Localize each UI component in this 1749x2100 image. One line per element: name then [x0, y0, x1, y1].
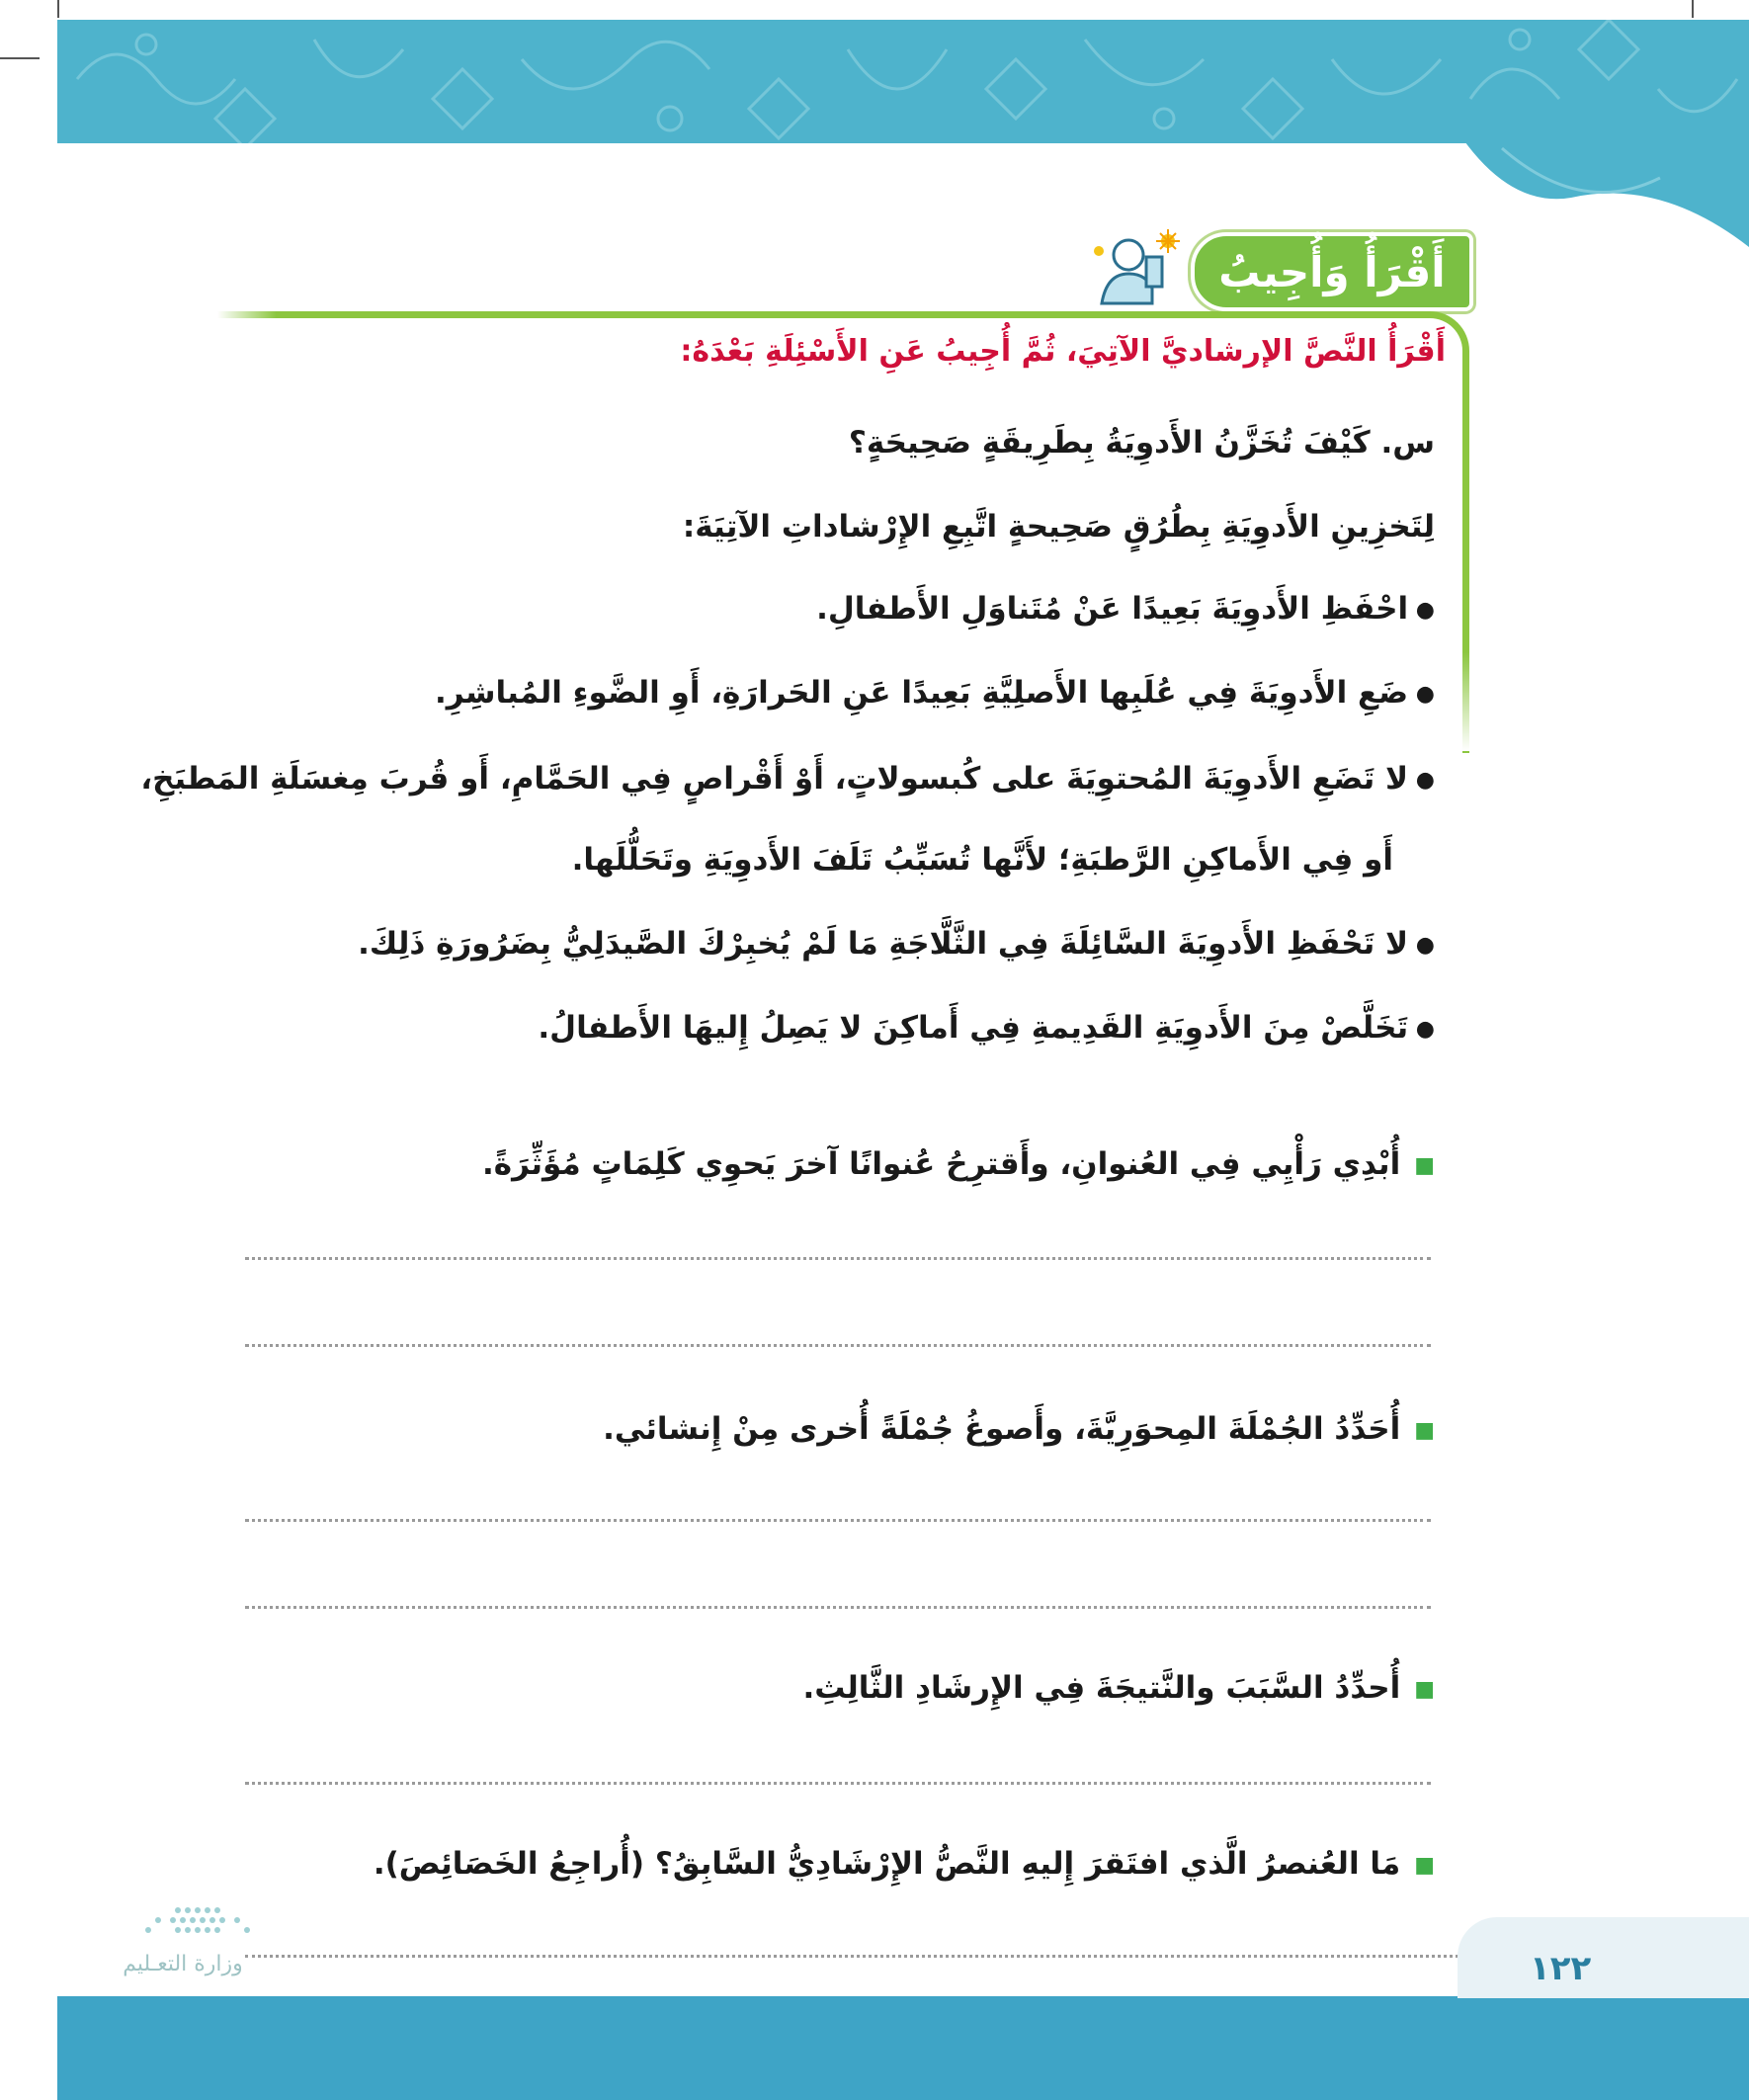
page-number-tab [1458, 1917, 1749, 1998]
guideline-text: لا تَضَعِ الأَدوِيَةَ المُحتوِيَةَ على كُبسولاتٍ، أَوْ أَقْراصٍ فِي الحَمَّامِ، أَو قُربَ مِغسَلَةِ المَطبَخِ، [140, 761, 1409, 797]
crop-mark [57, 0, 59, 18]
guideline-bullet [358, 926, 1435, 962]
section-title-tab [1191, 232, 1473, 311]
frame-fade [217, 311, 277, 746]
guideline-continuation: أَو فِي الأَماكِنِ الرَّطبَةِ؛ لأَنَّها تُسَبِّبُ تَلَفَ الأَدوِيَةِ وتَحَلُّلَها. [571, 842, 1393, 878]
frame-fade [1455, 652, 1474, 751]
answer-line[interactable] [245, 1257, 1431, 1260]
guideline-bullet [140, 761, 1435, 797]
exercise-question-text: أُحدِّدُ السَّبَبَ والنَّتيجَةَ فِي الإِرشَادِ الثَّالِثِ. [802, 1670, 1401, 1706]
reader-thinking-icon [1087, 229, 1181, 308]
guideline-bullet [538, 1010, 1435, 1046]
guideline-text: احْفَظِ الأَدوِيَةَ بَعِيدًا عَنْ مُتَناوَلِ الأَطفالِ. [816, 591, 1409, 627]
answer-line[interactable] [245, 1519, 1431, 1522]
guideline-text: تَخَلَّصْ مِنَ الأَدوِيَةِ القَدِيمةِ فِي أَماكِنَ لا يَصِلُ إِليهَا الأَطفالُ. [538, 1010, 1409, 1046]
ministry-label: وزارة التعـليم [123, 1952, 243, 1976]
passage-question: س. كَيْفَ تُخَزَّنُ الأَدوِيَةُ بِطَرِيقَةٍ صَحِيحَةٍ؟ [848, 425, 1435, 461]
answer-line[interactable] [245, 1606, 1431, 1609]
green-square-icon: ■ [1414, 1153, 1435, 1178]
guideline-bullet [816, 591, 1435, 627]
crop-mark [0, 57, 40, 59]
instruction-text: أَقْرَأُ النَّصَّ الإرشاديَّ الآتِيَ، ثُمَّ أُجِيبُ عَنِ الأَسْئِلَةِ بَعْدَهُ: [680, 334, 1446, 369]
green-square-icon: ■ [1414, 1418, 1435, 1443]
exercise-question [802, 1670, 1435, 1706]
exercise-question-text: مَا العُنصرُ الَّذي افتَقرَ إِليهِ النَّصُّ الإِرْشَادِيُّ السَّابِقُ؟ (أُراجِعُ الخَصَائِصَ). [373, 1846, 1401, 1882]
green-square-icon: ■ [1414, 1853, 1435, 1878]
green-square-icon: ■ [1414, 1677, 1435, 1702]
exercise-question [603, 1411, 1435, 1447]
crop-mark [1692, 0, 1694, 18]
exercise-question-text: أُحَدِّدُ الجُمْلَةَ المِحوَرِيَّةَ، وأَصوغُ جُمْلَةً أُخرى مِنْ إِنشائي. [603, 1411, 1401, 1447]
banner-corner-wave [1462, 138, 1749, 247]
footer-band [57, 1996, 1749, 2100]
exercise-question [482, 1146, 1435, 1182]
answer-line[interactable] [245, 1955, 1470, 1958]
answer-line[interactable] [245, 1344, 1431, 1347]
passage-intro: لِتَخزِينِ الأَدوِيَةِ بِطُرُقٍ صَحِيحةٍ اتَّبِعِ الإِرْشاداتِ الآتِيَةَ: [682, 509, 1435, 545]
banner-pattern [57, 20, 1749, 143]
ministry-logo-icon [99, 1902, 267, 1952]
guideline-bullet [435, 675, 1435, 711]
top-banner [57, 20, 1749, 143]
guideline-text: لا تَحْفَظِ الأَدوِيَةَ السَّائِلَةَ فِي الثَّلَّاجَةِ مَا لَمْ يُخبِرْكَ الصَّيدَلِيُّ بِضَرُورَةِ ذَلِكَ. [358, 926, 1409, 962]
section-title: أَقْرَأُ وَأُجِيبُ [1218, 247, 1446, 296]
exercise-question [374, 1846, 1435, 1882]
guideline-text: ضَعِ الأَدوِيَةَ فِي عُلَبِها الأَصلِيَّةِ بَعِيدًا عَنِ الحَرارَةِ، أَوِ الضَّوءِ المُباشِرِ. [435, 675, 1409, 711]
exercise-question-text: أُبْدِي رَأْيِي فِي العُنوانِ، وأَقترِحُ عُنوانًا آخرَ يَحوِي كَلِمَاتٍ مُؤَثِّرَةً. [482, 1146, 1401, 1182]
page-number: ١٢٢ [1530, 1949, 1592, 1988]
answer-line[interactable] [245, 1782, 1431, 1785]
